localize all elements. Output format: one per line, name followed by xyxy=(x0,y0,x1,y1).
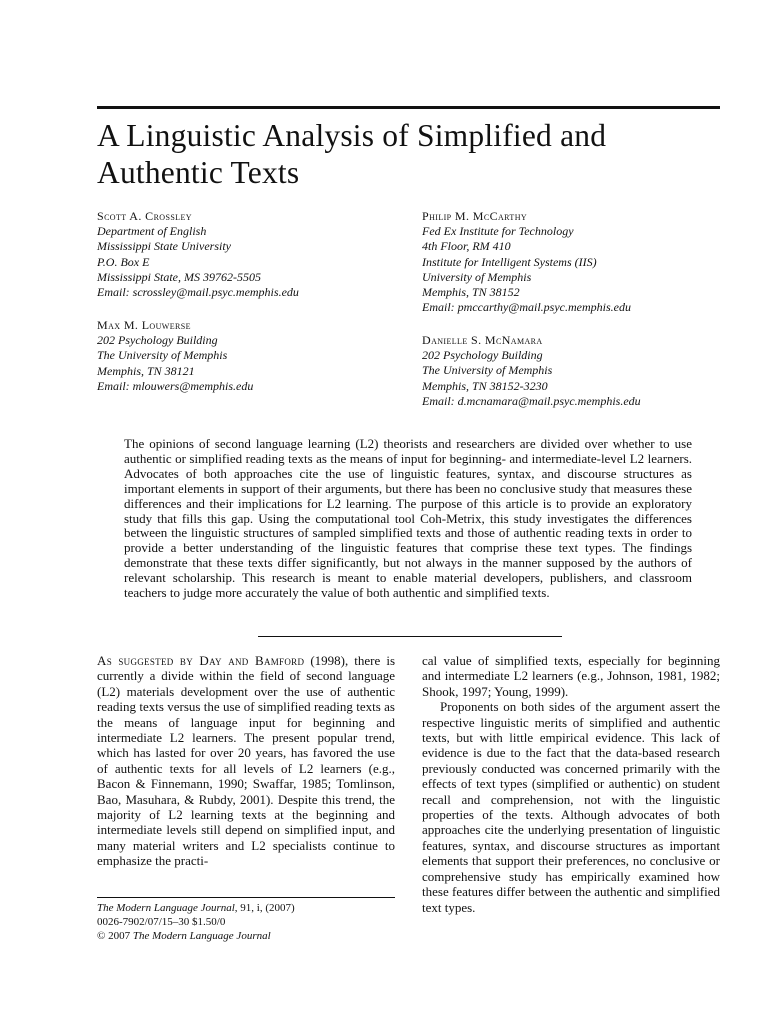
author-affiliation-line: 202 Psychology Building xyxy=(97,333,218,348)
body-text: (1998), there is currently a divide within the field of second language (L2) materials development over the use of authentic reading texts versus the use of simplified reading texts as the means of language input for beginning and intermediate L2 learners. The present popular trend, which has lasted for over 20 years, has favored the use of authentic texts for all levels of L2 learners (e.g., Bacon & Finnemann, 1990; Swaffar, 1985; Tomlinson, Bao, Masuhara, & Rubdy, 2001). Despite this trend, the majority of L2 learning texts at the beginning and intermediate levels still depend on simplified input, and many material writers and L2 specialists continue to emphasize the practi- xyxy=(97,653,395,869)
body-column-right xyxy=(422,653,720,915)
journal-footnote xyxy=(97,902,397,943)
copyright-prefix: © 2007 xyxy=(97,929,133,942)
author-email: Email: mlouwers@memphis.edu xyxy=(97,378,254,393)
author-email: Email: pmccarthy@mail.psyc.memphis.edu xyxy=(422,300,631,315)
author-affiliation-line: The University of Memphis xyxy=(97,348,228,363)
abstract: The opinions of second language learning (L2) theorists and researchers are divided over whether to use authentic or simplified reading texts as the means of input for beginning- and intermediate-level L2 learners. Advocates of both approaches cite the use of linguistic features, syntax, and discourse structures as important elements in support of their arguments, but there has been no conclusive study that measures these differences and their implications for L2 learning. The purpose of this article is to provide an exploratory study that fills this gap. Using the computational tool Coh-Metrix, this study investigates the differences between the linguistic structures of sampled simplified texts and those of authentic reading texts in order to provide a better understanding of the linguistic features that comprise these text types. The findings demonstrate that these texts differ significantly, but not always in the manner supposed by the authors of relevant scholarship. This research is meant to enable material developers, publishers, and classroom teachers to judge more accurately the value of both authentic and simplified texts. xyxy=(124,436,692,601)
author-block-mccarthy xyxy=(422,209,631,315)
journal-issue: , 91, i, (2007) xyxy=(234,902,295,914)
lead-in-text: As suggested by Day and Bamford xyxy=(97,653,305,668)
body-paragraph: Proponents on both sides of the argument assert the respective linguistic merits of simplified and authentic texts, but with little empirical evidence. This lack of evidence is due to the fact that the data-based research previously conducted was concerned primarily with the effects of text types (simplified or authentic) on student recall and comprehension, not with the linguistic properties of the texts. Although advocates of both approaches cite the underlying presentation of linguistic features, syntax, and discourse structures as important elements that support their preferences, no conclusive or comprehensive study has empirically examined how these features differ between the authentic and simplified text types. xyxy=(422,699,720,915)
author-affiliation-line: 202 Psychology Building xyxy=(422,348,543,363)
author-affiliation-line: Memphis, TN 38152 xyxy=(422,285,520,300)
author-affiliation-line: Fed Ex Institute for Technology xyxy=(422,224,574,239)
author-name: Danielle S. McNamara xyxy=(422,333,543,347)
author-affiliation-line: P.O. Box E xyxy=(97,254,150,269)
body-column-left xyxy=(97,653,395,869)
author-name: Max M. Louwerse xyxy=(97,318,191,332)
author-affiliation-line: Memphis, TN 38152-3230 xyxy=(422,378,548,393)
author-block-mcnamara xyxy=(422,333,641,409)
author-affiliation-line: University of Memphis xyxy=(422,269,532,284)
author-affiliation-line: Institute for Intelligent Systems (IIS) xyxy=(422,254,597,269)
section-divider xyxy=(258,636,562,637)
journal-citation xyxy=(97,902,397,916)
author-affiliation-line: Mississippi State, MS 39762-5505 xyxy=(97,269,261,284)
journal-code: 0026-7902/07/15–30 $1.50/0 xyxy=(97,915,226,928)
author-affiliation-line: Memphis, TN 38121 xyxy=(97,363,195,378)
author-name: Scott A. Crossley xyxy=(97,209,192,223)
author-block-louwerse xyxy=(97,318,253,394)
author-affiliation-line: Mississippi State University xyxy=(97,239,231,254)
footnote-rule xyxy=(97,897,395,898)
author-affiliation-line: 4th Floor, RM 410 xyxy=(422,239,511,254)
author-block-crossley xyxy=(97,209,299,300)
journal-name: The Modern Language Journal xyxy=(97,902,235,914)
copyright-journal: The Modern Language Journal xyxy=(132,929,271,942)
body-paragraph: cal value of simplified texts, especially for beginning and intermediate L2 learners (e.g., Johnson, 1981, 1982; Shook, 1997; Young, 1999). xyxy=(422,653,720,699)
author-email: Email: scrossley@mail.psyc.memphis.edu xyxy=(97,285,299,300)
author-affiliation-line: The University of Memphis xyxy=(422,363,553,378)
author-affiliation-line: Department of English xyxy=(97,224,207,239)
author-name: Philip M. McCarthy xyxy=(422,209,528,223)
author-email: Email: d.mcnamara@mail.psyc.memphis.edu xyxy=(422,393,641,408)
copyright-line xyxy=(97,930,397,944)
body-paragraph xyxy=(97,653,395,869)
article-title: A Linguistic Analysis of Simplified and Authentic Texts xyxy=(97,118,607,190)
top-rule xyxy=(97,106,720,109)
